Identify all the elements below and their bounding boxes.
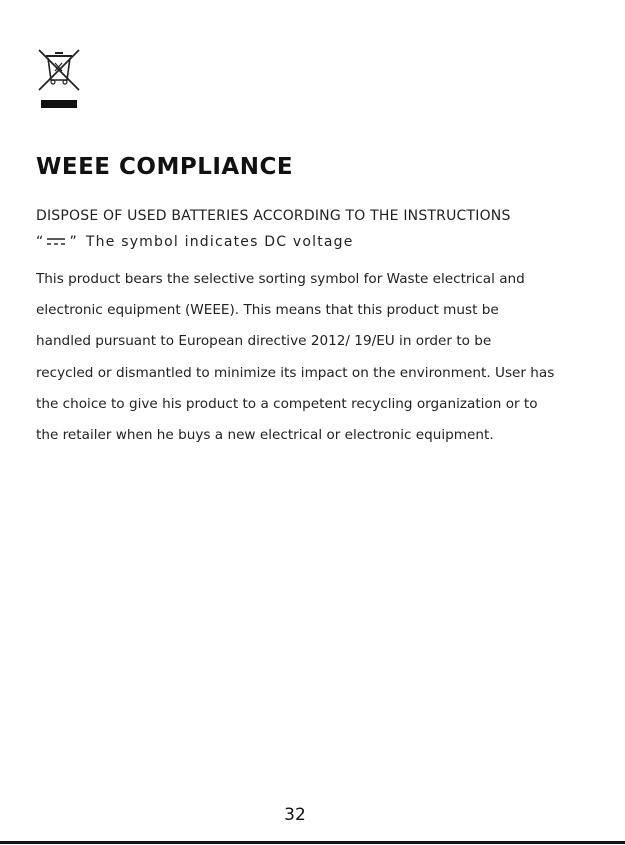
description-line: the choice to give his product to a competent recycling organization or to <box>36 395 538 412</box>
description-line: the retailer when he buys a new electrical or electronic equipment. <box>36 427 494 444</box>
open-quote: “ <box>36 234 45 250</box>
battery-instruction: DISPOSE OF USED BATTERIES ACCORDING TO THE INSTRUCTIONS <box>36 208 511 224</box>
close-quote: ” <box>69 234 78 250</box>
page-number: 32 <box>284 805 306 825</box>
dc-note-text: The symbol indicates DC voltage <box>85 234 354 250</box>
dc-voltage-icon <box>46 235 66 245</box>
description-line: electronic equipment (WEEE). This means that this product must be <box>36 302 499 319</box>
bottom-rule <box>0 841 625 844</box>
description-line: This product bears the selective sorting symbol for Waste electrical and <box>36 271 525 287</box>
description-line: recycled or dismantled to minimize its impact on the environment. User has <box>36 364 555 381</box>
dc-voltage-note <box>36 234 354 250</box>
weee-symbol-icon <box>36 47 82 111</box>
page-title: WEEE COMPLIANCE <box>36 154 294 180</box>
weee-description <box>36 264 596 451</box>
description-line: handled pursuant to European directive 2012/ 19/EU in order to be <box>36 333 492 350</box>
